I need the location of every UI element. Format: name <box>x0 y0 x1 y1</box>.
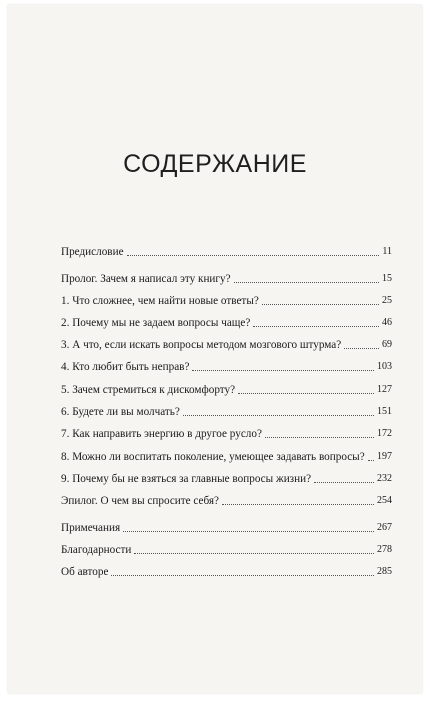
dot-leader <box>265 436 374 438</box>
dot-leader <box>192 369 374 371</box>
toc-entry-page: 197 <box>377 451 392 462</box>
toc-entry-title: 2. Почему мы не задаем вопросы чаще? <box>61 317 251 329</box>
toc-entry-about-author <box>61 563 392 579</box>
toc-entry-page: 103 <box>377 361 392 372</box>
dot-leader <box>134 552 374 554</box>
toc-entry-title: Предисловие <box>61 246 124 258</box>
toc-entry-page: 278 <box>377 544 392 555</box>
toc-entry-title: 7. Как направить энергию в другое русло? <box>61 428 262 440</box>
toc-entry-title: 4. Кто любит быть неправ? <box>61 361 190 373</box>
toc-entry-chapter-8 <box>61 448 392 464</box>
toc-entry-chapter-5 <box>61 381 392 397</box>
toc-entry-title: 6. Будете ли вы молчать? <box>61 406 180 418</box>
toc-entry-preface <box>61 243 392 259</box>
toc-entry-prologue <box>61 270 392 286</box>
toc-entry-page: 285 <box>377 566 392 577</box>
dot-leader <box>183 414 374 416</box>
dot-leader <box>344 347 379 349</box>
toc-entry-chapter-7 <box>61 425 392 441</box>
toc-entry-notes <box>61 519 392 535</box>
toc-entry-epilogue <box>61 492 392 508</box>
toc-entry-title: 1. Что сложнее, чем найти новые ответы? <box>61 295 259 307</box>
toc-entry-acknowledgements <box>61 541 392 557</box>
toc-entry-title: 5. Зачем стремиться к дискомфорту? <box>61 384 236 396</box>
dot-leader <box>222 503 374 505</box>
toc-entry-title: 9. Почему бы не взяться за главные вопросы жизни? <box>61 473 312 485</box>
toc-entry-chapter-4 <box>61 358 392 374</box>
toc-entry-title: 3. А что, если искать вопросы методом мозгового штурма? <box>61 339 342 351</box>
dot-leader <box>262 303 379 305</box>
toc-entry-chapter-1 <box>61 292 392 308</box>
toc-entry-page: 11 <box>382 246 392 257</box>
dot-leader <box>314 481 374 483</box>
toc-entry-page: 151 <box>377 406 392 417</box>
toc-entry-chapter-3 <box>61 336 392 352</box>
toc-entry-page: 127 <box>377 384 392 395</box>
toc-entry-title: Благодарности <box>61 544 132 556</box>
toc-entry-chapter-6 <box>61 403 392 419</box>
toc-entry-page: 69 <box>382 339 392 350</box>
toc-entry-title: Эпилог. О чем вы спросите себя? <box>61 495 220 507</box>
dot-leader <box>127 254 380 256</box>
toc-entry-page: 172 <box>377 428 392 439</box>
toc-entry-chapter-9 <box>61 470 392 486</box>
book-page <box>8 5 422 693</box>
dot-leader <box>234 281 379 283</box>
dot-leader <box>123 530 374 532</box>
toc-entry-title: Об авторе <box>61 566 109 578</box>
dot-leader <box>238 392 374 394</box>
toc-entry-page: 25 <box>382 295 392 306</box>
dot-leader <box>111 574 374 576</box>
toc-entry-page: 254 <box>377 495 392 506</box>
toc-entry-title: Пролог. Зачем я написал эту книгу? <box>61 273 231 285</box>
toc-entry-chapter-2 <box>61 314 392 330</box>
toc-entry-page: 267 <box>377 522 392 533</box>
page-title: СОДЕРЖАНИЕ <box>123 150 307 178</box>
dot-leader <box>253 325 379 327</box>
toc-entry-page: 46 <box>382 317 392 328</box>
dot-leader <box>368 459 374 461</box>
toc-entry-page: 15 <box>382 273 392 284</box>
toc-entry-title: 8. Можно ли воспитать поколение, умеющее задавать вопросы? <box>61 451 365 463</box>
toc-entry-page: 232 <box>377 473 392 484</box>
toc-entry-title: Примечания <box>61 522 121 534</box>
